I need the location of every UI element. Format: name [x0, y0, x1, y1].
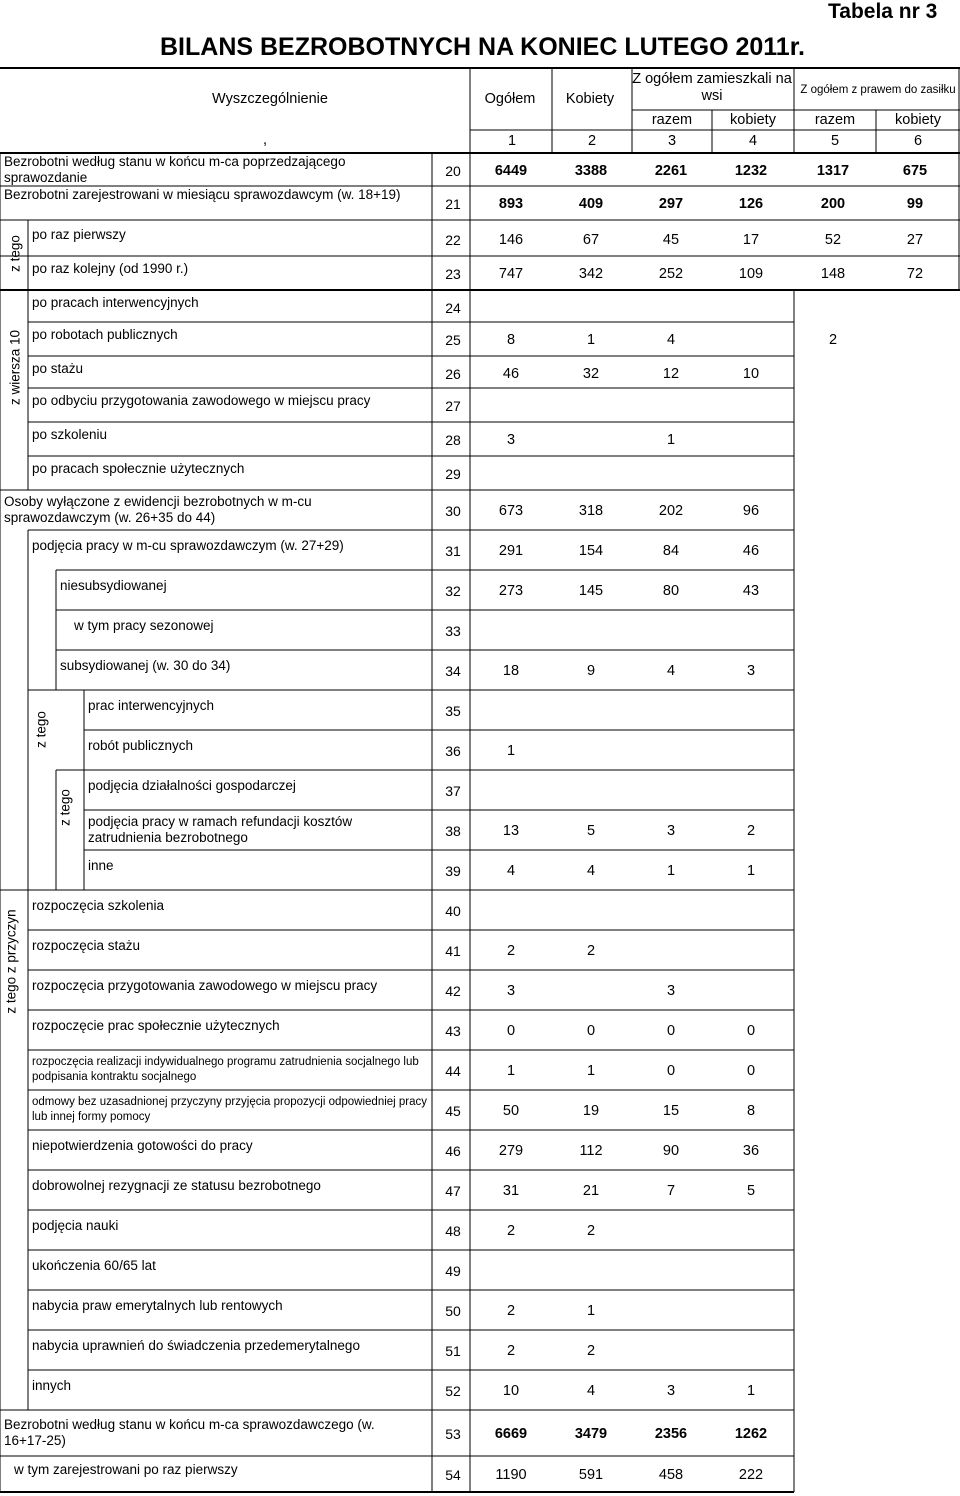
table-cell: 673 [498, 503, 524, 519]
row-label: podjęcia działalności gospodarczej [88, 778, 296, 793]
row-label: innych [32, 1378, 72, 1393]
table-cell: 154 [578, 543, 604, 559]
row-number: 34 [445, 663, 461, 679]
row-label: po pracach społecznie użytecznych [32, 461, 245, 476]
row-label: po raz pierwszy [32, 227, 126, 242]
row-label: prac interwencyjnych [88, 698, 215, 713]
table-cell: 12 [662, 366, 680, 382]
table-cell: 1 [506, 743, 516, 759]
row-label: robót publicznych [88, 738, 194, 753]
table-cell: 21 [582, 1183, 600, 1199]
table-cell: 1190 [495, 1467, 527, 1483]
table-cell: 17 [742, 232, 760, 248]
table-cell: 747 [498, 266, 524, 282]
row-number: 39 [445, 863, 461, 879]
table-cell: 146 [498, 232, 524, 248]
table-cell: 2356 [654, 1426, 688, 1442]
table-cell: 27 [906, 232, 924, 248]
column-number: 5 [830, 133, 840, 149]
row-number: 41 [445, 943, 461, 959]
row-label: rozpoczęcia szkolenia [32, 898, 165, 913]
row-number: 35 [445, 703, 461, 719]
vertical-label-z-wiersza-10: z wiersza 10 [7, 329, 23, 406]
row-number: 48 [445, 1223, 461, 1239]
row-number: 27 [445, 398, 461, 414]
table-cell: 1 [746, 863, 756, 879]
column-number: 6 [913, 133, 923, 149]
header-razem-2: razem [814, 112, 856, 128]
header-kobiety: Kobiety [565, 91, 615, 107]
row-label: subsydiowanej (w. 30 do 34) [60, 658, 231, 673]
row-number: 26 [445, 366, 461, 382]
column-number: 1 [507, 133, 517, 149]
table-cell: 0 [506, 1023, 516, 1039]
table-cell: 3 [746, 663, 756, 679]
table-cell: 112 [579, 1143, 603, 1159]
row-label: rozpoczęcia przygotowania zawodowego w miejscu pracy [32, 978, 378, 993]
table-cell: 5 [746, 1183, 756, 1199]
table-cell: 3479 [574, 1426, 608, 1442]
table-cell: 675 [902, 162, 928, 179]
row-label: inne [88, 858, 114, 873]
table-cell: 43 [742, 583, 760, 599]
table-cell: 1 [506, 1063, 516, 1079]
table-cell: 9 [586, 663, 596, 679]
row-label: ukończenia 60/65 lat [32, 1258, 156, 1273]
row-label: niepotwierdzenia gotowości do pracy [32, 1138, 253, 1153]
table-cell: 2 [586, 1343, 596, 1359]
table-cell: 1317 [816, 162, 850, 179]
row-number: 33 [445, 623, 461, 639]
row-number: 37 [445, 783, 461, 799]
row-label: podjęcia pracy w ramach refundacji kosztów zatrudnienia bezrobotnego [88, 814, 353, 845]
header-razem-1: razem [651, 112, 693, 128]
table-cell: 1 [666, 432, 676, 448]
row-label: po stażu [32, 361, 84, 376]
table-cell: 7 [666, 1183, 676, 1199]
row-label: po odbyciu przygotowania zawodowego w miejscu pracy [32, 393, 371, 408]
table-cell: 36 [742, 1143, 760, 1159]
table-cell: 50 [502, 1103, 520, 1119]
table-cell: 2 [506, 943, 516, 959]
table-cell: 458 [658, 1467, 684, 1483]
table-cell: 1 [586, 332, 596, 348]
row-number: 36 [445, 743, 461, 759]
row-number: 23 [445, 266, 461, 282]
row-number: 50 [445, 1303, 461, 1319]
header-wsi: Z ogółem zamieszkali na wsi [632, 71, 792, 104]
table-cell: 2 [586, 1223, 596, 1239]
row-label: w tym pracy sezonowej [74, 618, 214, 633]
row-number: 42 [445, 983, 461, 999]
row-label: Osoby wyłączone z ewidencji bezrobotnych w m-cu sprawozdawczym (w. 26+35 do 44) [4, 494, 312, 525]
table-cell: 2 [586, 943, 596, 959]
row-label: nabycia uprawnień do świadczenia przedemerytalnego [32, 1338, 360, 1353]
row-label: podjęcia nauki [32, 1218, 119, 1233]
table-cell: 8 [746, 1103, 756, 1119]
table-cell: 2 [506, 1303, 516, 1319]
row-number: 45 [445, 1103, 461, 1119]
row-number: 46 [445, 1143, 461, 1159]
row-label: niesubsydiowanej [60, 578, 167, 593]
row-number: 49 [445, 1263, 461, 1279]
row-label: rozpoczęcie prac społecznie użytecznych [32, 1018, 280, 1033]
table-cell: 31 [502, 1183, 520, 1199]
column-number: 2 [587, 133, 597, 149]
row-number: 52 [445, 1383, 461, 1399]
row-label: po pracach interwencyjnych [32, 295, 199, 310]
table-cell: 4 [666, 332, 676, 348]
table-cell: 145 [578, 583, 604, 599]
table-cell: 96 [742, 503, 760, 519]
row-label: nabycia praw emerytalnych lub rentowych [32, 1298, 283, 1313]
table-cell: 10 [502, 1383, 520, 1399]
table-cell: 4 [666, 663, 676, 679]
column-number: 4 [748, 133, 758, 149]
table-cell: 4 [586, 863, 596, 879]
vertical-label-z-tego-z-przyczyn: z tego z przyczyn [3, 909, 19, 1014]
table-cell: 0 [746, 1063, 756, 1079]
header-comma: , [262, 132, 268, 148]
row-number: 38 [445, 823, 461, 839]
table-cell: 297 [658, 196, 684, 212]
table-cell: 222 [738, 1467, 764, 1483]
row-number: 43 [445, 1023, 461, 1039]
row-label: Bezrobotni według stanu w końcu m-ca poprzedzającego sprawozdanie [4, 153, 346, 185]
table-cell: 99 [906, 196, 924, 212]
table-cell: 3 [666, 983, 676, 999]
table-cell: 8 [506, 332, 516, 348]
vertical-label-z-tego: z tego [33, 711, 49, 748]
table-cell: 0 [666, 1063, 676, 1079]
row-number: 21 [445, 196, 461, 212]
table-cell: 19 [582, 1103, 600, 1119]
row-label: rozpoczęcia realizacji indywidualnego programu zatrudnienia socjalnego lub podpisania kontraktu socjalnego [32, 1056, 419, 1083]
table-cell: 52 [824, 232, 842, 248]
table-cell: 279 [498, 1143, 524, 1159]
table-cell: 46 [742, 543, 760, 559]
row-number: 29 [445, 466, 461, 482]
table-cell: 291 [498, 543, 524, 559]
table-cell: 126 [738, 196, 764, 212]
header-wyszczegolnienie: Wyszczególnienie [212, 91, 328, 107]
table-cell: 0 [586, 1023, 596, 1039]
table-cell: 6669 [494, 1426, 528, 1442]
table-cell: 80 [662, 583, 680, 599]
header-zasilek: Z ogółem z prawem do zasiłku [800, 84, 956, 96]
table-cell: 591 [578, 1467, 604, 1483]
table-cell: 318 [578, 503, 604, 519]
vertical-label-z-tego: z tego [57, 789, 73, 826]
table-cell: 1 [586, 1063, 596, 1079]
table-cell: 1262 [734, 1426, 768, 1442]
table-cell: 6449 [494, 162, 528, 179]
table-cell: 13 [502, 823, 520, 839]
table-cell: 67 [582, 232, 600, 248]
row-number: 54 [445, 1467, 461, 1483]
header-ogolem: Ogółem [484, 91, 536, 107]
table-cell: 3 [666, 1383, 676, 1399]
table-cell: 3 [506, 432, 516, 448]
row-label: odmowy bez uzasadnionej przyczyny przyjęcia propozycji odpowiedniej pracy lub innej formy pomocy [32, 1096, 428, 1123]
table-cell: 1 [666, 863, 676, 879]
table-cell: 273 [498, 583, 524, 599]
header-kobiety-2: kobiety [895, 112, 941, 128]
row-label: po szkoleniu [32, 427, 108, 442]
table-cell: 2261 [654, 162, 688, 179]
table-cell: 72 [906, 266, 924, 282]
row-number: 22 [445, 232, 461, 248]
row-label: podjęcia pracy w m-cu sprawozdawczym (w. 27+29) [32, 538, 344, 553]
table-cell: 32 [582, 366, 600, 382]
row-number: 40 [445, 903, 461, 919]
table-cell: 84 [662, 543, 680, 559]
table-cell: 148 [820, 266, 846, 282]
table-cell: 3 [506, 983, 516, 999]
row-number: 51 [445, 1343, 461, 1359]
table-cell: 15 [662, 1103, 680, 1119]
row-number: 25 [445, 332, 461, 348]
table-cell: 0 [746, 1023, 756, 1039]
table-cell: 45 [662, 232, 680, 248]
row-label: po raz kolejny (od 1990 r.) [32, 261, 189, 276]
table-cell: 10 [742, 366, 760, 382]
table-cell: 109 [738, 266, 764, 282]
row-number: 28 [445, 432, 461, 448]
table-cell: 200 [820, 196, 846, 212]
row-number: 32 [445, 583, 461, 599]
row-number: 44 [445, 1063, 461, 1079]
table-cell: 893 [498, 196, 524, 212]
row-number: 24 [445, 300, 461, 316]
row-label: Bezrobotni zarejestrowani w miesiącu sprawozdawcym (w. 18+19) [4, 187, 401, 202]
table-cell: 3 [666, 823, 676, 839]
table-cell: 1 [586, 1303, 596, 1319]
row-label: Bezrobotni według stanu w końcu m-ca sprawozdawczego (w. 16+17-25) [4, 1417, 375, 1448]
row-number: 53 [445, 1426, 461, 1442]
table-cell: 1232 [734, 162, 768, 179]
row-number: 30 [445, 503, 461, 519]
table-cell: 4 [586, 1383, 596, 1399]
table-cell: 46 [502, 366, 520, 382]
row-label: po robotach publicznych [32, 327, 178, 342]
table-cell: 0 [666, 1023, 676, 1039]
table-cell: 202 [658, 503, 684, 519]
table-cell: 252 [658, 266, 684, 282]
row-number: 31 [445, 543, 461, 559]
table-cell: 2 [746, 823, 756, 839]
table-cell: 342 [578, 266, 604, 282]
table-cell: 2 [506, 1223, 516, 1239]
header-kobiety-1: kobiety [730, 112, 776, 128]
column-number: 3 [667, 133, 677, 149]
table-cell: 18 [502, 663, 520, 679]
table-number-label: Tabela nr 3 [828, 0, 938, 23]
table-cell: 4 [506, 863, 516, 879]
row-label: dobrowolnej rezygnacji ze statusu bezrobotnego [32, 1178, 321, 1193]
table-cell: 5 [586, 823, 596, 839]
table-cell: 409 [578, 196, 604, 212]
table-cell: 90 [662, 1143, 680, 1159]
report-title: BILANS BEZROBOTNYCH NA KONIEC LUTEGO 2011r. [160, 33, 805, 61]
table-cell: 1 [746, 1383, 756, 1399]
vertical-label-z-tego: z tego [7, 235, 23, 272]
row-number: 47 [445, 1183, 461, 1199]
table-cell: 3388 [574, 162, 608, 179]
row-label: w tym zarejestrowani po raz pierwszy [14, 1462, 238, 1477]
row-label: rozpoczęcia stażu [32, 938, 141, 953]
table-cell: 2 [506, 1343, 516, 1359]
table-cell: 2 [828, 332, 838, 348]
row-number: 20 [445, 162, 461, 179]
